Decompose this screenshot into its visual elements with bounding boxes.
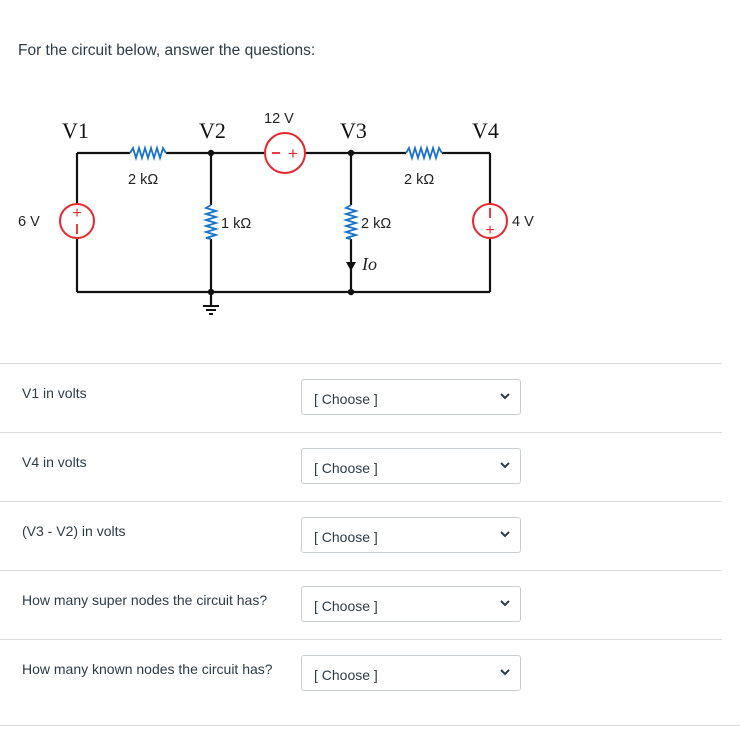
current-arrow-icon: [346, 248, 356, 271]
question-label: V4 in volts: [22, 454, 87, 470]
current-label: Io: [362, 254, 377, 274]
resistor-mid-right-label: 2 kΩ: [361, 216, 392, 232]
chevron-down-icon: [498, 665, 512, 679]
source-left-icon: [60, 204, 94, 238]
chevron-down-icon: [498, 596, 512, 610]
question-label: (V3 - V2) in volts: [22, 523, 126, 539]
resistor-right: [406, 148, 442, 158]
answer-select-value: [ Choose ]: [314, 460, 378, 476]
svg-text:+: +: [72, 205, 82, 222]
answer-select[interactable]: [301, 379, 521, 415]
resistor-right-label: 2 kΩ: [404, 172, 435, 188]
question-row: [0, 639, 722, 709]
node-label-v4: V4: [472, 118, 499, 143]
svg-text:+: +: [485, 222, 495, 239]
node-label-v2: V2: [199, 118, 226, 143]
chevron-down-icon: [498, 458, 512, 472]
question-intro: For the circuit below, answer the questions:: [18, 42, 316, 59]
question-row: [0, 570, 722, 640]
source-top-label: 12 V: [264, 111, 294, 127]
source-left-label: 6 V: [18, 214, 40, 230]
question-label: V1 in volts: [22, 385, 87, 401]
circuit-diagram: [0, 95, 560, 335]
answer-select-value: [ Choose ]: [314, 667, 378, 683]
svg-text:+: +: [288, 144, 298, 163]
question-row: [0, 501, 722, 571]
divider: [0, 725, 740, 726]
resistor-mid-right: [346, 205, 356, 239]
answer-select[interactable]: [301, 586, 521, 622]
resistor-mid-left: [206, 205, 216, 239]
answer-select[interactable]: [301, 448, 521, 484]
chevron-down-icon: [498, 389, 512, 403]
question-row: [0, 363, 722, 433]
answer-select[interactable]: [301, 655, 521, 691]
resistor-mid-left-label: 1 kΩ: [221, 216, 252, 232]
source-right-label: 4 V: [512, 214, 534, 230]
resistor-left-label: 2 kΩ: [128, 172, 159, 188]
answer-select-value: [ Choose ]: [314, 391, 378, 407]
chevron-down-icon: [498, 527, 512, 541]
question-row: [0, 432, 722, 502]
node-label-v3: V3: [340, 118, 367, 143]
source-right-icon: [473, 204, 507, 239]
resistor-left: [130, 148, 166, 158]
question-label: How many known nodes the circuit has?: [22, 661, 273, 677]
question-label: How many super nodes the circuit has?: [22, 592, 268, 608]
source-top-icon: [265, 133, 305, 173]
ground-icon: [203, 306, 219, 314]
answer-select[interactable]: [301, 517, 521, 553]
answer-select-value: [ Choose ]: [314, 529, 378, 545]
answer-select-value: [ Choose ]: [314, 598, 378, 614]
node-label-v1: V1: [62, 118, 89, 143]
